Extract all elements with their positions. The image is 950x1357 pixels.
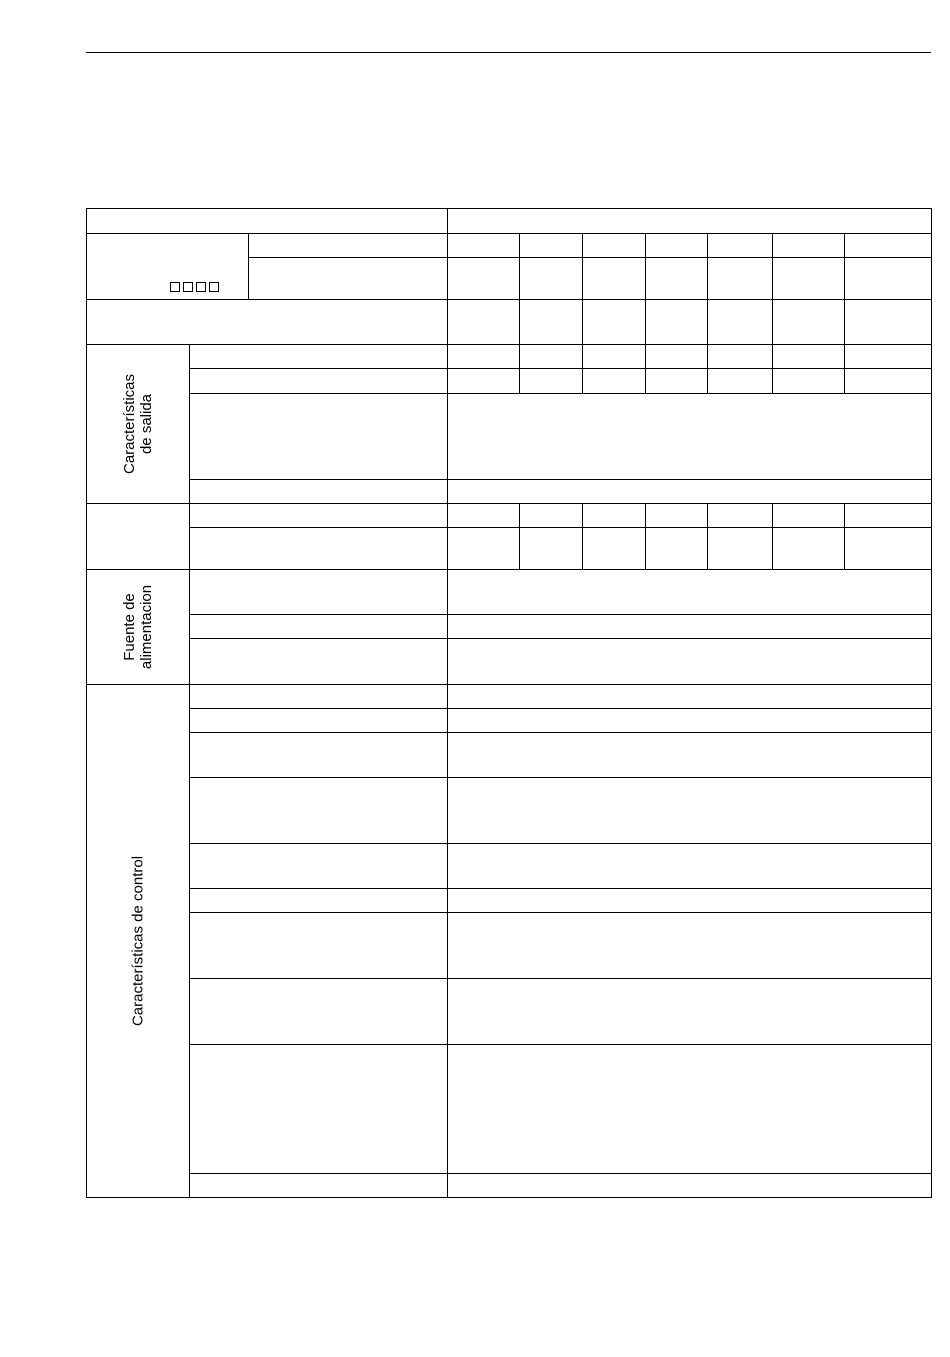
table-cell <box>448 778 932 844</box>
table-cell <box>190 778 448 844</box>
table-cell <box>448 394 932 480</box>
table-row <box>87 778 932 844</box>
section-label-power <box>87 570 190 685</box>
table-cell <box>190 844 448 889</box>
table-row <box>87 889 932 913</box>
section-label-output <box>87 345 190 504</box>
square-icon <box>183 282 193 292</box>
table-row <box>87 480 932 504</box>
table-row <box>87 504 932 528</box>
table-cell <box>249 258 448 300</box>
table-row <box>87 844 932 889</box>
table-cell <box>190 480 448 504</box>
section-label-text: Características de control <box>129 855 147 1027</box>
table-row <box>87 615 932 639</box>
table-row <box>87 345 932 369</box>
table-cell <box>190 570 448 615</box>
section-label-text: Fuente de alimentacion <box>121 584 155 670</box>
model-code-cell <box>87 234 249 300</box>
header-cell <box>87 209 448 234</box>
table-row <box>87 685 932 709</box>
square-icon <box>170 282 180 292</box>
table-cell <box>448 709 932 733</box>
table-cell <box>448 733 932 778</box>
table-cell <box>190 504 448 528</box>
table-cell <box>448 1174 932 1198</box>
table-cell <box>190 1174 448 1198</box>
table-row <box>87 394 932 480</box>
table-cell <box>190 345 448 369</box>
table-cell <box>190 979 448 1045</box>
table-cell <box>190 733 448 778</box>
table-cell <box>190 369 448 394</box>
table-cell <box>448 570 932 615</box>
table-row <box>87 709 932 733</box>
table-row <box>87 369 932 394</box>
table-cell <box>190 639 448 685</box>
table-cell <box>190 615 448 639</box>
table-cell <box>87 300 448 345</box>
table-cell <box>448 685 932 709</box>
header-cell <box>448 209 932 234</box>
table-cell <box>190 1045 448 1174</box>
table-row <box>87 979 932 1045</box>
table-cell <box>448 889 932 913</box>
table-row <box>87 528 932 570</box>
table-row <box>87 570 932 615</box>
section-label-text: Características de salida <box>121 373 155 475</box>
table-cell <box>190 685 448 709</box>
table-cell <box>249 234 448 258</box>
model-code-placeholder <box>170 282 219 292</box>
table-row <box>87 639 932 685</box>
table-row <box>87 300 932 345</box>
table-cell <box>448 1045 932 1174</box>
table-row <box>87 913 932 979</box>
table-row <box>87 1045 932 1174</box>
table-row <box>87 1174 932 1198</box>
table-cell <box>448 615 932 639</box>
table-row <box>87 733 932 778</box>
spec-table <box>86 208 932 1198</box>
table-cell <box>448 913 932 979</box>
table-cell <box>190 394 448 480</box>
table-cell <box>190 913 448 979</box>
model-row <box>87 234 932 258</box>
table-cell <box>448 639 932 685</box>
square-icon <box>196 282 206 292</box>
table-cell <box>190 889 448 913</box>
section-label-control <box>87 685 190 1198</box>
table-cell <box>190 528 448 570</box>
table-cell <box>448 979 932 1045</box>
table-cell <box>190 709 448 733</box>
table-header-row <box>87 209 932 234</box>
table-cell <box>448 844 932 889</box>
header-rule <box>86 52 931 53</box>
table-cell <box>448 480 932 504</box>
square-icon <box>209 282 219 292</box>
section-label-empty <box>87 504 190 570</box>
